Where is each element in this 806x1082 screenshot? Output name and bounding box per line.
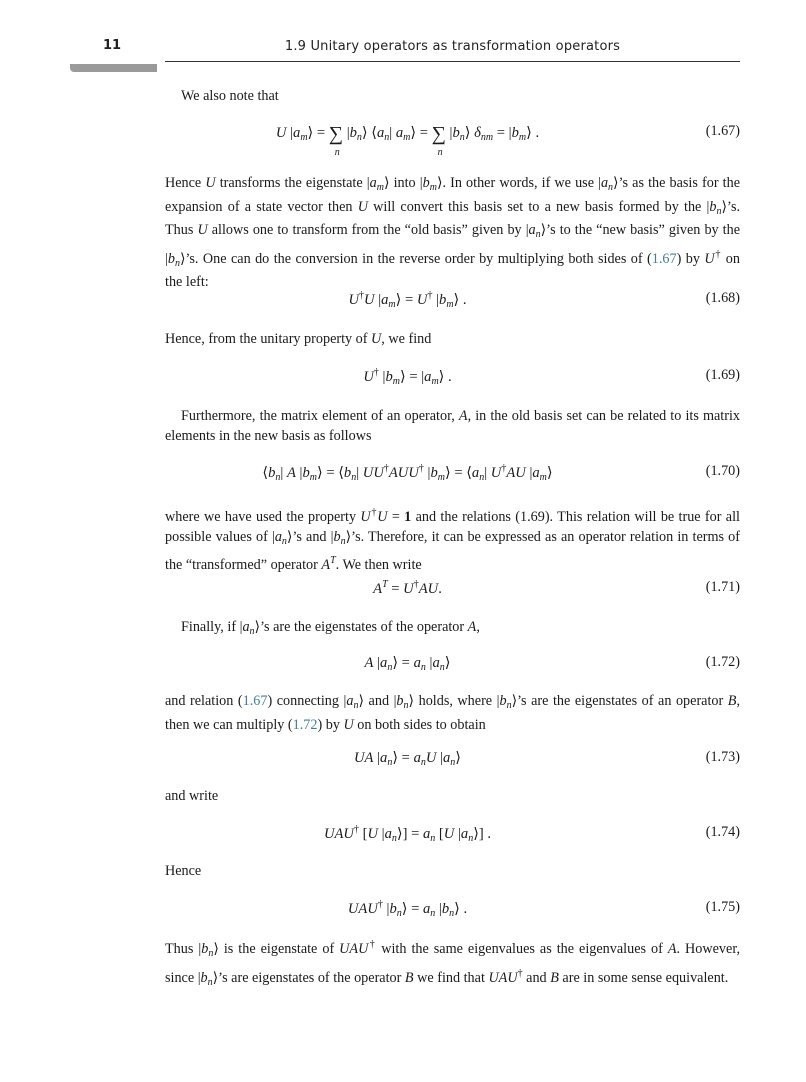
equation-body: $⟨b_n|$ A $|b_m⟩$ = $⟨b_n|$ UU†AUU† $|b_m⟩$ = $⟨a_n|$ U†AU $|a_m⟩$ [262, 463, 553, 483]
paragraph-2: Hence U transforms the eigenstate $|a_m⟩$ into $|b_m⟩$. In other words, if we use $|a_n⟩’s$ as the basis for the expansion of a state vector then U will convert this basis set to a new basis formed by the $|b_n⟩’s$. Thus U allows one to transform from the “old basis” given by $|a_n⟩’s$ to the “new basis” given by the $|b_n⟩’s$. One can do the conversion in the reverse order by multiplying both sides of (1.67) by U† on the left: [165, 175, 741, 290]
header-rule [165, 61, 740, 62]
margin-tab [70, 64, 157, 72]
equation-number: (1.72) [705, 654, 740, 670]
paragraph-9: Hence [165, 863, 202, 879]
running-header: 1.9 Unitary operators as transformation operators [284, 39, 621, 54]
equation-link[interactable]: 1.67 [651, 250, 677, 267]
equation-body: U† $|b_m⟩$ = $|a_m⟩$ . [363, 367, 452, 387]
equation-1-68 [165, 287, 740, 313]
equation-number: (1.73) [705, 749, 740, 765]
paragraph-4: Furthermore, the matrix element of an operator, A, in the old basis set can be related to its matrix elements in the new basis as follows [165, 408, 740, 444]
equation-1-72 [165, 651, 740, 677]
equation-body: $A^T = U^\dagger AU$. [373, 579, 442, 597]
equation-number: (1.75) [705, 899, 740, 915]
equation-body: A $|a_n⟩ = a_n$ $|a_n⟩$ [364, 655, 451, 673]
equation-1-67 [165, 120, 740, 158]
equation-link[interactable]: 1.72 [292, 716, 318, 733]
equation-1-70 [165, 460, 740, 486]
paragraph-7: and relation (1.67) connecting $|a_n⟩$ and $|b_n⟩$ holds, where $|b_n⟩’s$ are the eigenstates of an operator B, then we can multiply (1.72) by U on both sides to obtain [165, 693, 740, 733]
equation-number: (1.71) [705, 579, 740, 595]
equation-body: U†U $|a_m⟩ = U^\dagger$ $|b_m⟩$ . [348, 290, 467, 310]
equation-body: UAU† $|b_n⟩ = a_n$ $|b_n⟩$ . [347, 899, 468, 919]
equation-1-73 [165, 746, 740, 772]
equation-1-75 [165, 896, 740, 922]
equation-number: (1.67) [705, 123, 740, 139]
equation-link[interactable]: 1.67 [242, 693, 268, 709]
equation-body: U $|a_m⟩$ = ∑ n $|b_n⟩$ $⟨a_n|$ $a_m⟩$ = ∑ n $|b_n⟩$ $\delta_{nm}$ = $|b_m⟩$ . [275, 123, 540, 158]
paragraph-8: and write [165, 788, 219, 804]
paragraph-5: where we have used the property U†U = 1 and the relations (1.69). This relation will be true for all possible values of $|a_n⟩’s$ and $|b_n⟩’s$. Therefore, it can be expressed as an operator relation in terms of the “transformed” operator $A^T$. We then write [165, 507, 740, 573]
equation-number: (1.69) [705, 367, 740, 383]
page-number: 11 [103, 38, 122, 53]
equation-number: (1.70) [705, 463, 740, 479]
paragraph-1: We also note that [181, 88, 279, 104]
paragraph-10: Thus $|b_n⟩$ is the eigenstate of UAU† with the same eigenvalues as the eigenvalues of A. However, since $|b_n⟩’s$ are eigenstates of the operator B we find that UAU† and B are in some sense equivalent. [165, 939, 741, 988]
equation-number: (1.74) [705, 824, 740, 840]
equation-body: UAU† [U $|a_n⟩] = a_n$ [U $|a_n⟩$] . [323, 824, 492, 844]
equation-1-69 [165, 364, 740, 390]
paragraph-6: Finally, if $|a_n⟩’s$ are the eigenstates of the operator A, [181, 619, 480, 637]
paragraph-3: Hence, from the unitary property of U, we find [165, 331, 432, 347]
equation-1-71 [165, 576, 740, 602]
equation-number: (1.68) [705, 290, 740, 306]
equation-body: UA $|a_n⟩ = a_nU$ $|a_n⟩$ [354, 750, 461, 768]
equation-1-74 [165, 821, 740, 847]
